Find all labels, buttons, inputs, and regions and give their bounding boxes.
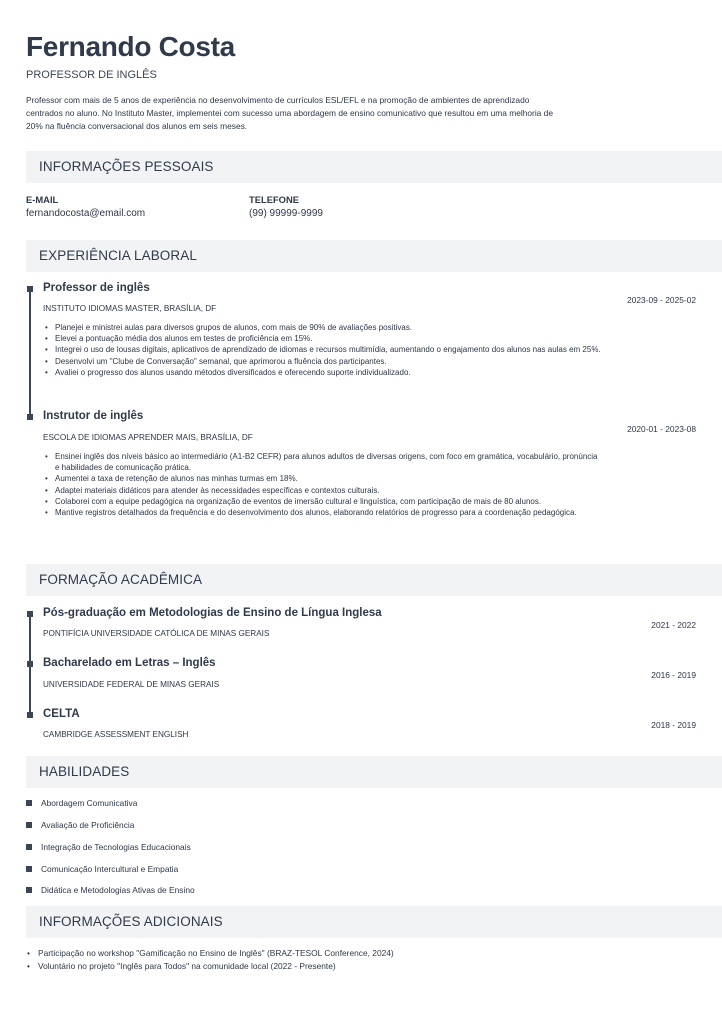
job-title: Professor de inglês (43, 282, 150, 294)
email-value: fernandocosta@email.com (26, 208, 146, 219)
section-personal-info (26, 151, 722, 183)
skill-label: Didática e Metodologias Ativas de Ensino (41, 885, 195, 895)
degree-title: CELTA (43, 708, 80, 720)
list-item: • Planejei e ministrei aulas para diversos grupos de alunos, com mais de 90% de avaliações positivas. (43, 322, 603, 333)
degree-title: Bacharelado em Letras – Inglês (43, 657, 216, 669)
square-bullet-icon (26, 822, 32, 828)
section-title: FORMAÇÃO ACADÊMICA (39, 572, 203, 587)
education-dates: 2021 - 2022 (651, 620, 696, 630)
skill-label: Abordagem Comunicativa (41, 798, 138, 808)
job-dates: 2023-09 - 2025-02 (627, 295, 696, 305)
skill-label: Comunicação Intercultural e Empatia (41, 864, 179, 874)
square-bullet-icon (26, 844, 32, 850)
list-item: • Participação no workshop "Gamificação no Ensino de Inglês" (BRAZ-TESOL Conference, 2024) (26, 947, 394, 960)
skill-label: Avaliação de Proficiência (41, 820, 135, 830)
timeline-marker (27, 286, 33, 292)
section-title: EXPERIÊNCIA LABORAL (39, 248, 197, 263)
timeline-line (29, 289, 31, 419)
institution: CAMBRIDGE ASSESSMENT ENGLISH (43, 730, 189, 739)
timeline-marker (27, 611, 33, 617)
square-bullet-icon (26, 887, 32, 893)
list-item: • Integrei o uso de lousas digitais, aplicativos de aprendizado de idiomas e recursos multimídia, aumentando o engajamento dos alunos nas aulas em 25%. (43, 344, 603, 355)
email-label: E-MAIL (26, 194, 59, 205)
timeline-marker (27, 712, 33, 718)
job-title: Instrutor de inglês (43, 410, 144, 422)
job-role: PROFESSOR DE INGLÊS (26, 69, 157, 81)
skill-item (26, 819, 134, 831)
skill-label: Integração de Tecnologias Educacionais (41, 842, 191, 852)
education-dates: 2016 - 2019 (651, 670, 696, 680)
square-bullet-icon (26, 866, 32, 872)
institution: UNIVERSIDADE FEDERAL DE MINAS GERAIS (43, 680, 220, 689)
section-additional-info (26, 906, 722, 938)
education-dates: 2018 - 2019 (651, 720, 696, 730)
job-achievements (43, 451, 603, 518)
list-item: • Voluntário no projeto "Inglês para Todos" na comunidade local (2022 - Presente) (26, 960, 394, 973)
list-item: • Desenvolvi um "Clube de Conversação" semanal, que aprimorou a fluência dos participantes. (43, 356, 603, 367)
section-title: INFORMAÇÕES ADICIONAIS (39, 914, 223, 929)
timeline-marker (27, 661, 33, 667)
list-item: • Elevei a pontuação média dos alunos em testes de proficiência em 15%. (43, 333, 603, 344)
phone-label: TELEFONE (249, 194, 300, 205)
skill-item (26, 797, 137, 809)
section-title: HABILIDADES (39, 764, 130, 779)
section-experience (26, 240, 722, 272)
profile-summary: Professor com mais de 5 anos de experiência no desenvolvimento de currículos ESL/EFL e na promoção de ambientes de aprendizado centrados no aluno. No Instituto Master, implementei com sucesso uma abordagem de ensino comunicativo que resultou em uma melhoria de 20% na fluência conversacional dos alunos em seis meses. (26, 95, 553, 131)
list-item: • Colaborei com a equipe pedagógica na organização de eventos de imersão cultural e linguística, com participação de mais de 80 alunos. (43, 496, 603, 507)
candidate-name: Fernando Costa (26, 31, 235, 62)
skill-item (26, 884, 195, 896)
skill-item (26, 863, 178, 875)
job-achievements (43, 322, 603, 378)
section-skills (26, 756, 722, 788)
list-item: • Avaliei o progresso dos alunos usando métodos diversificados e oferecendo suporte individualizado. (43, 367, 603, 378)
list-item: • Mantive registros detalhados da frequência e do desenvolvimento dos alunos, elaborando relatórios de progresso para a coordenação pedagógica. (43, 507, 603, 518)
timeline-marker (27, 414, 33, 420)
skill-item (26, 841, 191, 853)
square-bullet-icon (26, 800, 32, 806)
job-organization: INSTITUTO IDIOMAS MASTER, BRASÍLIA, DF (43, 304, 217, 313)
additional-info-list (26, 947, 394, 972)
section-title: INFORMAÇÕES PESSOAIS (39, 159, 214, 174)
list-item: • Aumentei a taxa de retenção de alunos nas minhas turmas em 18%. (43, 473, 603, 484)
section-education (26, 564, 722, 596)
institution: PONTIFÍCIA UNIVERSIDADE CATÓLICA DE MINAS GERAIS (43, 629, 270, 638)
phone-value: (99) 99999-9999 (249, 208, 323, 219)
job-dates: 2020-01 - 2023-08 (627, 424, 696, 434)
degree-title: Pós-graduação em Metodologias de Ensino de Língua Inglesa (43, 607, 382, 619)
list-item: • Ensinei inglês dos níveis básico ao intermediário (A1-B2 CEFR) para alunos adultos de diversas origens, com foco em gramática, vocabulário, pronúncia e habilidades de comunicação prática. (43, 451, 603, 473)
job-organization: ESCOLA DE IDIOMAS APRENDER MAIS, BRASÍLIA, DF (43, 433, 253, 442)
list-item: • Adaptei materiais didáticos para atender às necessidades específicas e contextos culturais. (43, 485, 603, 496)
